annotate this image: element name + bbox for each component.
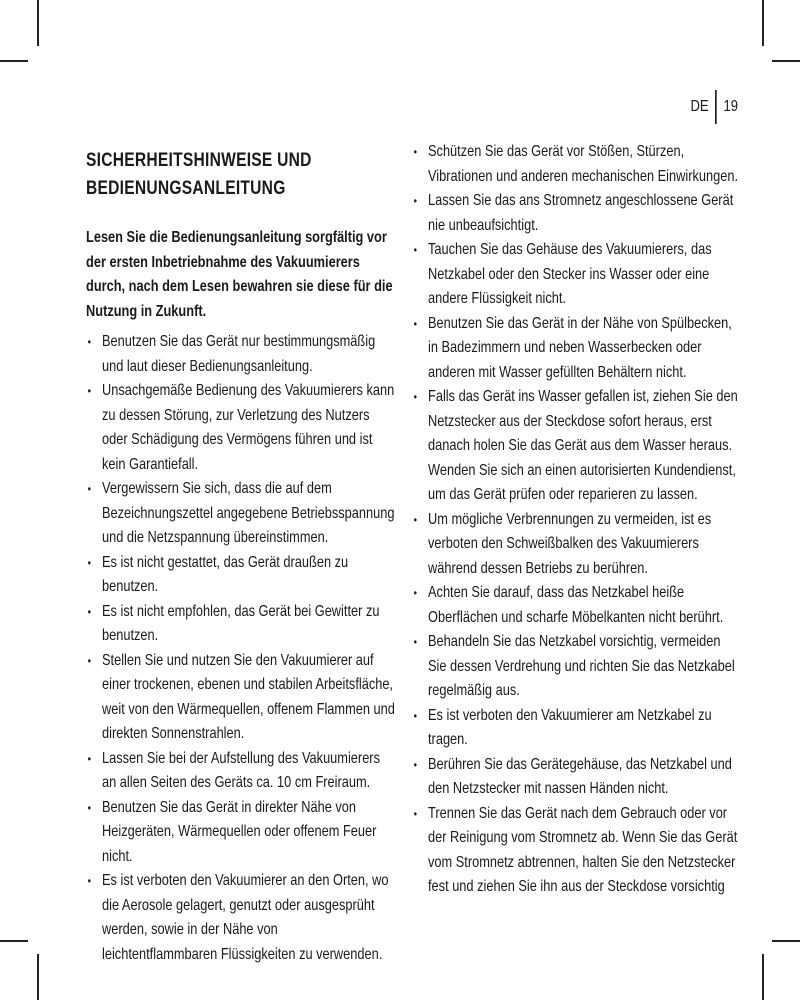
list-item bbox=[412, 140, 740, 189]
list-item bbox=[86, 477, 396, 551]
bullet: • bbox=[87, 555, 91, 570]
list-item-text: Lassen Sie bei der Aufstellung des Vakuumierers an allen Seiten des Geräts ca. 10 cm Freiraum. bbox=[102, 749, 380, 791]
bullet: • bbox=[87, 335, 91, 349]
list-item bbox=[86, 551, 396, 600]
crop-mark-top-right-vertical bbox=[762, 0, 764, 46]
crop-mark-bottom-right-horizontal bbox=[772, 940, 800, 942]
section-title-line-2: BEDIENUNGSANLEITUNG bbox=[86, 177, 286, 199]
list-item bbox=[412, 238, 740, 312]
bullet: • bbox=[87, 384, 91, 398]
list-item bbox=[412, 385, 740, 508]
list-item bbox=[86, 869, 396, 967]
list-item-text: Benutzen Sie das Gerät in direkter Nähe von Heizgeräten, Wärmequellen oder offenem Feuer nicht. bbox=[102, 798, 377, 865]
page-header bbox=[690, 90, 738, 124]
bullet: • bbox=[87, 874, 91, 888]
right-column bbox=[412, 140, 740, 900]
crop-mark-bottom-left-vertical bbox=[37, 954, 39, 1000]
crop-mark-top-left-horizontal bbox=[0, 60, 28, 62]
list-item bbox=[412, 312, 740, 386]
list-item bbox=[86, 796, 396, 870]
bullet: • bbox=[413, 757, 417, 772]
list-item bbox=[412, 630, 740, 704]
list-item bbox=[86, 747, 396, 796]
list-item-text: Achten Sie darauf, dass das Netzkabel heiße Oberflächen und scharfe Möbelkanten nicht berührt. bbox=[428, 584, 724, 626]
list-item-text: Vergewissern Sie sich, dass die auf dem Bezeichnungszettel angegebene Betriebsspannung und die Netzspannung übereinstimmen. bbox=[102, 480, 395, 546]
language-code: DE bbox=[690, 98, 709, 115]
list-item-text: Benutzen Sie das Gerät in der Nähe von Spülbecken, in Badezimmern und neben Wasserbecken oder anderen mit Wasser gefüllten Behältern nicht. bbox=[428, 314, 732, 381]
bullet: • bbox=[413, 586, 417, 600]
header-divider bbox=[715, 90, 717, 124]
bullet: • bbox=[87, 653, 91, 668]
crop-mark-top-left-vertical bbox=[37, 0, 39, 46]
list-item-text: Unsachgemäße Bedienung des Vakuumierers kann zu dessen Störung, zur Verletzung des Nutzers oder Schädigung des Vermögens führen und ist kein Garantiefall. bbox=[102, 382, 395, 473]
section-title-line-1: SICHERHEITSHINWEISE UND bbox=[86, 149, 312, 171]
crop-mark-bottom-left-horizontal bbox=[0, 940, 28, 942]
list-item-text: Behandeln Sie das Netzkabel vorsichtig, vermeiden Sie dessen Verdrehung und richten Sie das Netzkabel regelmäßig aus. bbox=[428, 633, 735, 699]
bullet: • bbox=[413, 243, 417, 257]
bullet: • bbox=[87, 482, 91, 496]
list-item bbox=[412, 753, 740, 802]
section-title bbox=[86, 146, 396, 202]
list-item bbox=[412, 581, 740, 630]
left-column bbox=[86, 140, 396, 967]
list-item bbox=[86, 600, 396, 649]
list-item-text: Stellen Sie und nutzen Sie den Vakuumierer auf einer trockenen, ebenen und stabilen Arbeitsfläche, weit von den Wärmequellen, offenem Flammen und direkten Sonnenstrahlen. bbox=[102, 651, 395, 742]
bullet: • bbox=[413, 512, 417, 527]
list-item-text: Es ist nicht empfohlen, das Gerät bei Gewitter zu benutzen. bbox=[102, 602, 380, 644]
intro-paragraph: Lesen Sie die Bedienungsanleitung sorgfältig vor der ersten Inbetriebnahme des Vakuumierers durch, nach dem Lesen bewahren sie diese für die Nutzung in Zukunft. bbox=[86, 229, 393, 320]
crop-mark-top-right-horizontal bbox=[772, 60, 800, 62]
list-item-text: Berühren Sie das Gerätegehäuse, das Netzkabel und den Netzstecker mit nassen Händen nicht. bbox=[428, 755, 732, 797]
bullet: • bbox=[413, 194, 417, 208]
list-item bbox=[412, 704, 740, 753]
list-item-text: Es ist verboten den Vakuumierer an den Orten, wo die Aerosole gelagert, genutzt oder ausgesprüht werden, sowie in der Nähe von leichtentflammbaren Flüssigkeiten zu verwenden. bbox=[102, 872, 389, 963]
left-safety-list bbox=[86, 330, 396, 967]
list-item-text: Tauchen Sie das Gehäuse des Vakuumierers, das Netzkabel oder den Stecker ins Wasser oder eine andere Flüssigkeit nicht. bbox=[428, 241, 712, 307]
list-item-text: Es ist nicht gestattet, das Gerät draußen zu benutzen. bbox=[102, 553, 349, 595]
list-item-text: Es ist verboten den Vakuumierer am Netzkabel zu tragen. bbox=[428, 706, 712, 748]
list-item-text: Falls das Gerät ins Wasser gefallen ist, ziehen Sie den Netzstecker aus der Steckdose sofort heraus, erst danach holen Sie das Gerät aus dem Wasser heraus. Wenden Sie sich an einen autorisierten Kundendienst, um das Gerät prüfen oder reparieren zu lassen. bbox=[428, 388, 738, 503]
list-item bbox=[412, 508, 740, 582]
list-item-text: Lassen Sie das ans Stromnetz angeschlossene Gerät nie unbeaufsichtigt. bbox=[428, 192, 734, 234]
bullet: • bbox=[413, 390, 417, 404]
bullet: • bbox=[413, 316, 417, 331]
list-item bbox=[86, 379, 396, 477]
list-item bbox=[412, 802, 740, 900]
bullet: • bbox=[413, 145, 417, 159]
page-number: 19 bbox=[723, 98, 738, 115]
bullet: • bbox=[413, 635, 417, 649]
bullet: • bbox=[413, 708, 417, 723]
list-item-text: Schützen Sie das Gerät vor Stößen, Stürzen, Vibrationen und anderen mechanischen Einwirkungen. bbox=[428, 143, 739, 185]
list-item bbox=[412, 189, 740, 238]
bullet: • bbox=[87, 604, 91, 619]
list-item-text: Trennen Sie das Gerät nach dem Gebrauch oder vor der Reinigung vom Stromnetz ab. Wenn Sie das Gerät vom Stromnetz abtrennen, halten Sie den Netzstecker fest und ziehen Sie ihn aus der Steckdose vorsichtig bbox=[428, 804, 738, 895]
right-safety-list bbox=[412, 140, 740, 900]
list-item bbox=[86, 649, 396, 747]
list-item-text: Benutzen Sie das Gerät nur bestimmungsmäßig und laut dieser Bedienungsanleitung. bbox=[102, 333, 376, 375]
bullet: • bbox=[413, 806, 417, 821]
crop-mark-bottom-right-vertical bbox=[762, 954, 764, 1000]
bullet: • bbox=[87, 800, 91, 815]
bullet: • bbox=[87, 751, 91, 766]
list-item bbox=[86, 330, 396, 379]
list-item-text: Um mögliche Verbrennungen zu vermeiden, ist es verboten den Schweißbalken des Vakuumierers während dessen Betriebs zu berühren. bbox=[428, 510, 712, 577]
